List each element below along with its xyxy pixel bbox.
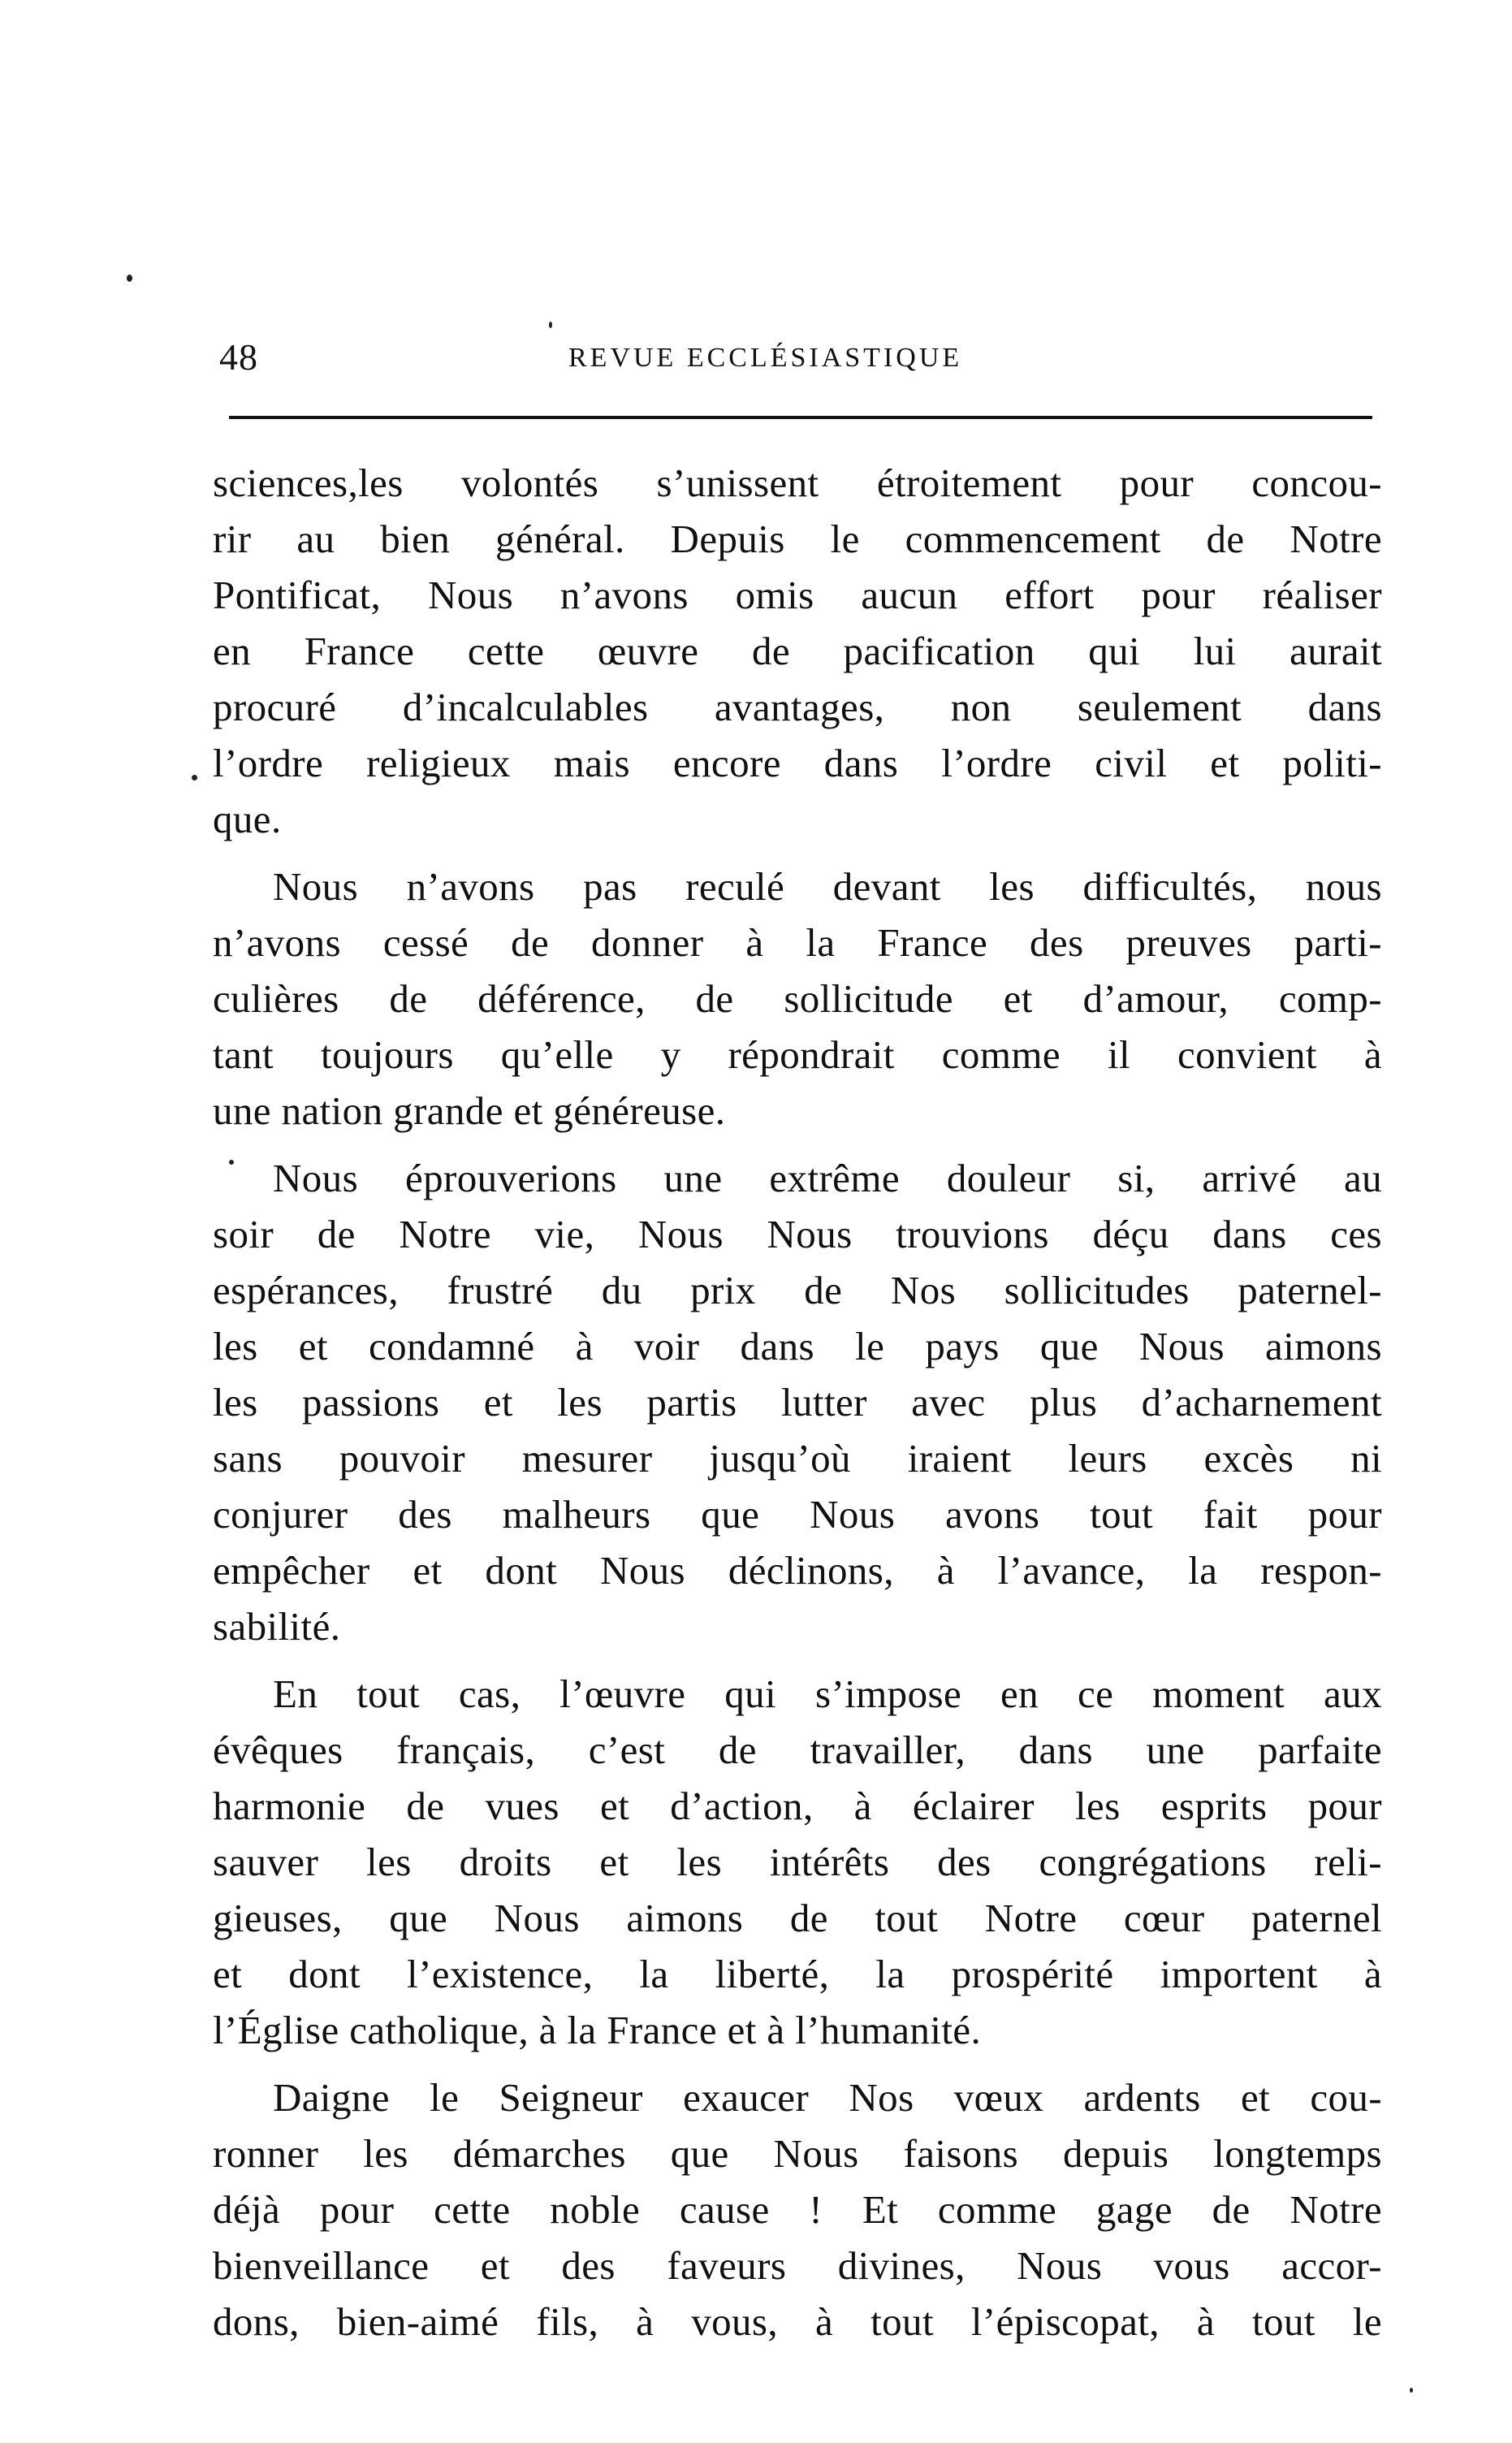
text-line: et dont l’existence, la liberté, la prospérité importent à: [213, 1952, 1382, 1996]
text-line: en France cette œuvre de pacification qui lui aurait: [213, 629, 1382, 673]
ink-speck: [549, 322, 552, 328]
text-line: les et condamné à voir dans le pays que Nous aimons: [213, 1324, 1382, 1369]
text-line: l’ordre religieux mais encore dans l’ordre civil et politi-: [213, 741, 1382, 785]
text-line: n’avons cessé de donner à la France des preuves parti-: [213, 920, 1382, 965]
text-line: l’Église catholique, à la France et à l’humanité.: [213, 2008, 982, 2052]
text-line: soir de Notre vie, Nous Nous trouvions déçu dans ces: [213, 1212, 1382, 1256]
paragraph: [213, 1666, 1382, 2058]
text-line: déjà pour cette noble cause ! Et comme gage de Notre: [213, 2187, 1382, 2232]
page-number: 48: [219, 336, 258, 378]
text-line: gieuses, que Nous aimons de tout Notre cœur paternel: [213, 1896, 1382, 1940]
paragraph: [213, 455, 1382, 847]
running-head: REVUE ECCLÉSIASTIQUE: [568, 343, 963, 373]
header-rule: [229, 416, 1372, 419]
text-line: harmonie de vues et d’action, à éclairer les esprits pour: [213, 1784, 1382, 1828]
paragraph: [213, 1150, 1382, 1654]
text-line: espérances, frustré du prix de Nos sollicitudes paternel-: [213, 1268, 1382, 1312]
text-line: sabilité.: [213, 1604, 341, 1649]
text-line: tant toujours qu’elle y répondrait comme il convient à: [213, 1032, 1382, 1077]
paragraph: [213, 2069, 1382, 2350]
text-line: empêcher et dont Nous déclinons, à l’avance, la respon-: [213, 1548, 1382, 1593]
text-line: que.: [213, 797, 282, 841]
body-text: [213, 455, 1382, 2350]
text-line: Nous n’avons pas reculé devant les difficultés, nous: [273, 864, 1382, 909]
ink-speck: [192, 775, 197, 780]
text-line: sciences,les volontés s’unissent étroitement pour concou-: [213, 460, 1382, 505]
text-line: procuré d’incalculables avantages, non seulement dans: [213, 685, 1382, 729]
text-line: En tout cas, l’œuvre qui s’impose en ce moment aux: [273, 1671, 1382, 1716]
ink-speck: [127, 275, 132, 282]
page-header: [219, 333, 1389, 382]
text-line: Nous éprouverions une extrême douleur si, arrivé au: [273, 1156, 1382, 1200]
text-line: conjurer des malheurs que Nous avons tout fait pour: [213, 1492, 1382, 1537]
text-line: une nation grande et généreuse.: [213, 1088, 726, 1133]
text-line: bienveillance et des faveurs divines, Nous vous accor-: [213, 2243, 1382, 2288]
paragraph: [213, 858, 1382, 1139]
text-line: les passions et les partis lutter avec plus d’acharnement: [213, 1380, 1382, 1425]
text-line: sans pouvoir mesurer jusqu’où iraient leurs excès ni: [213, 1436, 1382, 1481]
text-line: dons, bien-aimé fils, à vous, à tout l’épiscopat, à tout le: [213, 2299, 1382, 2344]
text-line: Pontificat, Nous n’avons omis aucun effort pour réaliser: [213, 573, 1382, 617]
text-line: sauver les droits et les intérêts des congrégations reli-: [213, 1840, 1382, 1884]
text-line: culières de déférence, de sollicitude et d’amour, comp-: [213, 976, 1382, 1021]
text-line: évêques français, c’est de travailler, dans une parfaite: [213, 1727, 1382, 1772]
text-line: ronner les démarches que Nous faisons depuis longtemps: [213, 2131, 1382, 2176]
text-line: rir au bien général. Depuis le commencement de Notre: [213, 517, 1382, 561]
ink-speck: [1410, 2388, 1413, 2393]
text-line: Daigne le Seigneur exaucer Nos vœux ardents et cou-: [273, 2075, 1382, 2120]
